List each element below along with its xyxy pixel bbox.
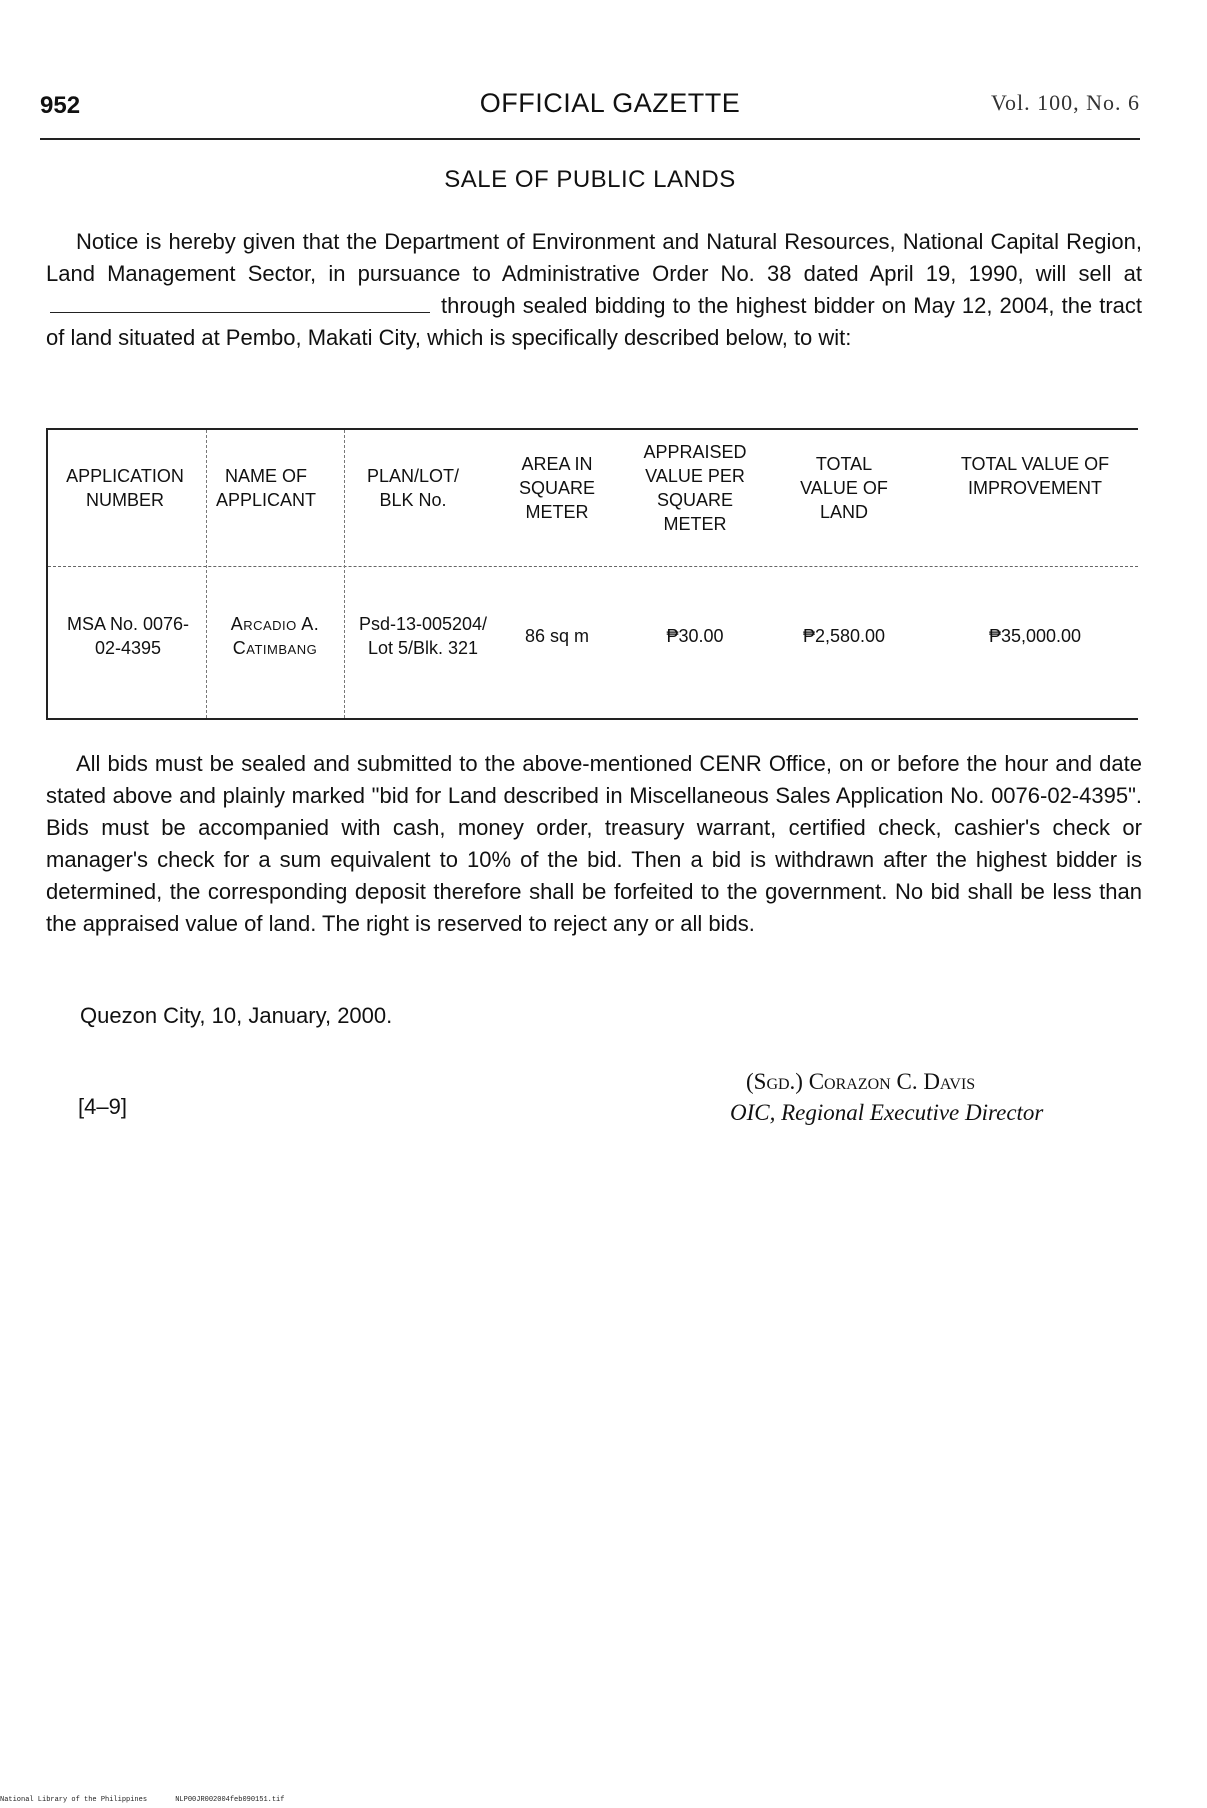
header-appraised-value: APPRAISED VALUE PER SQUARE METER (643, 442, 747, 534)
bids-paragraph: All bids must be sealed and submitted to the above-mentioned CENR Office, on or before the hour and date stated above and plainly marked "bid for Land described in Miscellaneous Sales Application No. 0076-02-4395". Bids must be accompanied with cash, money order, treasury warrant, certified check, cashier's check or manager's check for a sum equivalent to 10% of the bid. Then a bid is withdrawn after the highest bidder is determined, the corresponding deposit therefore shall be forfeited to the government. No bid shall be less than the appraised value of land. The right is reserved to reject any or all bids. (46, 751, 1142, 936)
table-header-row (48, 430, 1138, 567)
table-row (48, 566, 1138, 718)
cell-appraised-value: ₱30.00 (666, 626, 724, 646)
cell-improvement-value: ₱35,000.00 (988, 626, 1082, 646)
scan-footer (0, 1796, 400, 1804)
footer-filename: NLP00JR002004feb090151.tif (175, 1796, 285, 1804)
cell-applicant-name: Arcadio A. Catimbang (230, 614, 320, 658)
cell-application-number: MSA No. 0076-02-4395 (66, 614, 190, 658)
notice-text-part2: through sealed bidding to the highest bidder on May 12, 2004, the tract of land situated at Pembo, Makati City, which is specifically described below, to wit: (46, 293, 1142, 350)
place-date: Quezon City, 10, January, 2000. (80, 1003, 393, 1028)
header-rule (40, 138, 1140, 140)
signature-block (730, 1066, 1150, 1128)
header-land-value: TOTAL VALUE OF LAND (800, 454, 888, 522)
reference-number: [4–9] (78, 1094, 127, 1119)
blank-venue-line (50, 294, 430, 313)
header-improvement-value: TOTAL VALUE OF IMPROVEMENT (960, 454, 1110, 498)
cell-land-value: ₱2,580.00 (802, 626, 886, 646)
cell-area: 86 sq m (524, 626, 590, 646)
header-plan-lot: PLAN/LOT/ BLK No. (366, 466, 460, 510)
notice-paragraph (46, 226, 1142, 354)
page-header (40, 88, 1140, 124)
cell-plan-lot: Psd-13-005204/ Lot 5/Blk. 321 (358, 614, 488, 658)
volume-number: Vol. 100, No. 6 (990, 90, 1140, 115)
land-table (46, 428, 1138, 720)
header-area: AREA IN SQUARE METER (518, 454, 596, 522)
header-applicant-name: NAME OF APPLICANT (215, 466, 317, 510)
header-application-number: APPLICATION NUMBER (66, 466, 184, 510)
signatory-title: OIC, Regional Executive Director (730, 1100, 1044, 1125)
signatory-name: (Sgd.) Corazon C. Davis (746, 1069, 976, 1094)
notice-text-part1: Notice is hereby given that the Department of Environment and Natural Resources, National Capital Region, Land Management Sector, in pursuance to Administrative Order No. 38 dated April 19, 1990, will sell at (46, 229, 1142, 286)
footer-library: National Library of the Philippines (0, 1796, 148, 1804)
section-heading: SALE OF PUBLIC LANDS (444, 166, 736, 193)
publication-title: OFFICIAL GAZETTE (479, 88, 741, 118)
page-number: 952 (40, 92, 81, 119)
